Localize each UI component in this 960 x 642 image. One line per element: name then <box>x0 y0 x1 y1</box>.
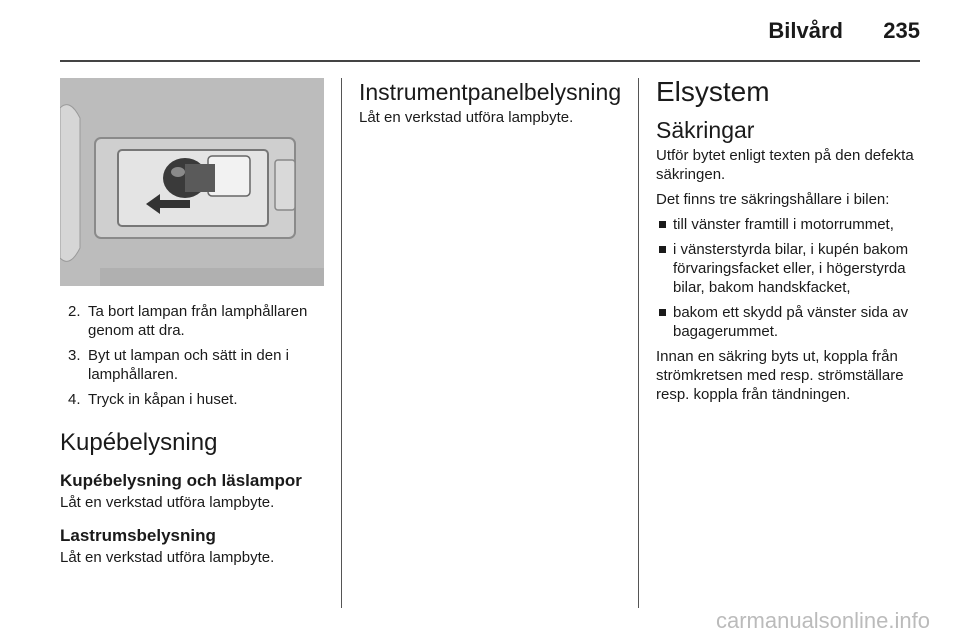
column-right <box>656 78 922 410</box>
header-rule <box>60 60 920 62</box>
watermark: carmanualsonline.info <box>715 608 930 633</box>
bullet-square-icon <box>659 246 666 253</box>
list-item: 2. Ta bort lampan från lamphållaren genom att dra. <box>68 303 308 339</box>
body-text: Låt en verkstad utföra lampbyte. <box>60 494 275 511</box>
body-text: Låt en verkstad utföra lampbyte. <box>60 549 275 566</box>
body-text: Det finns tre säkringshållare i bilen: <box>656 191 890 208</box>
bullet-square-icon <box>659 309 666 316</box>
column-divider <box>638 78 639 608</box>
fuse-holder-list <box>656 215 922 341</box>
list-item: till vänster framtill i motorrummet, <box>656 215 922 234</box>
subsection-title: Lastrumsbelysning <box>60 526 216 545</box>
column-middle <box>359 78 622 127</box>
bullet-square-icon <box>659 221 666 228</box>
page-header <box>0 0 960 62</box>
section-title-instrumentpanel: Instrumentpanelbelysning <box>359 79 622 105</box>
body-text: Utför bytet enligt texten på den defekta säkringen. <box>656 147 914 183</box>
body-text: Låt en verkstad utföra lampbyte. <box>359 109 574 126</box>
list-item: i vänsterstyrda bilar, i kupén bakom förvaringsfacket eller, i högerstyrda bilar, bakom handskfacket, <box>656 240 922 297</box>
subsection-title: Kupébelysning och läslampor <box>60 471 302 490</box>
list-item: bakom ett skydd på vänster sida av bagagerummet. <box>656 303 922 341</box>
page-number: 235 <box>883 18 920 43</box>
list-item: 3. Byt ut lampan och sätt in den i lamphållaren. <box>68 347 289 383</box>
lamp-removal-illustration <box>60 78 324 286</box>
column-divider <box>341 78 342 608</box>
column-left <box>60 78 324 567</box>
section-title-sakringar: Säkringar <box>656 117 755 143</box>
instruction-steps <box>60 302 324 409</box>
body-text: Innan en säkring byts ut, koppla från strömkretsen med resp. strömställare resp. koppla från tändningen. <box>656 348 904 403</box>
list-item: 4. Tryck in kåpan i huset. <box>68 391 238 408</box>
chapter-title-elsystem: Elsystem <box>656 76 770 107</box>
section-title-kupebelysning: Kupébelysning <box>60 429 218 456</box>
header-section-title: Bilvård <box>768 18 843 43</box>
